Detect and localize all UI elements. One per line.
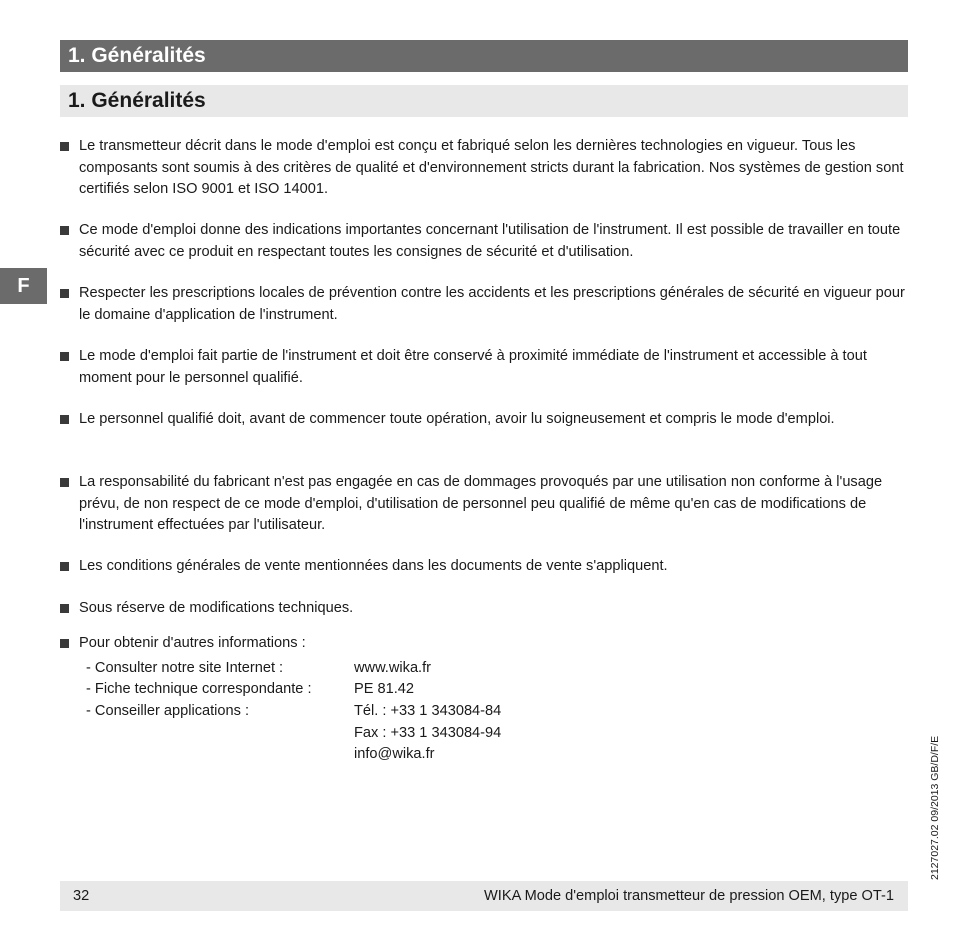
bullet-item bbox=[60, 472, 908, 537]
bullet-square-icon bbox=[60, 142, 69, 151]
bullet-text: Le personnel qualifié doit, avant de commencer toute opération, avoir lu soigneusement et compris le mode d'emploi. bbox=[79, 411, 835, 427]
bullet-square-icon bbox=[60, 289, 69, 298]
bullet-square-icon bbox=[60, 415, 69, 424]
document-code: 2127027.02 09/2013 GB/D/F/E bbox=[929, 735, 941, 880]
bullet-square-icon bbox=[60, 226, 69, 235]
bullet-text: Les conditions générales de vente mentionnées dans les documents de vente s'appliquent. bbox=[79, 558, 668, 574]
language-tab: F bbox=[0, 268, 47, 304]
section-header-light: 1. Généralités bbox=[60, 85, 908, 117]
bullet-square-icon bbox=[60, 478, 69, 487]
bullet-text: Sous réserve de modifications techniques. bbox=[79, 600, 354, 616]
footer-title: WIKA Mode d'emploi transmetteur de pression OEM, type OT-1 bbox=[484, 888, 894, 904]
info-website-link[interactable]: www.wika.fr bbox=[354, 660, 432, 676]
bullet-item bbox=[60, 283, 908, 326]
bullet-square-icon bbox=[60, 562, 69, 571]
bullet-item bbox=[60, 598, 908, 620]
bullet-square-icon bbox=[60, 604, 69, 613]
bullet-item bbox=[60, 136, 908, 201]
footer-bar bbox=[60, 881, 908, 911]
bullet-text: Le mode d'emploi fait partie de l'instrument et doit être conservé à proximité immédiate de l'instrument et accessible à tout moment pour le personnel qualifié. bbox=[79, 348, 867, 386]
bullet-text: Respecter les prescriptions locales de prévention contre les accidents et les prescriptions générales de sécurité en vigueur pour le domaine d'application de l'instrument. bbox=[79, 285, 905, 323]
bullet-square-icon bbox=[60, 352, 69, 361]
info-datasheet-value: PE 81.42 bbox=[354, 681, 415, 697]
info-label-datasheet: - Fiche technique correspondante : bbox=[86, 681, 312, 697]
bullet-text: Le transmetteur décrit dans le mode d'emploi est conçu et fabriqué selon les dernières technologies en vigueur. Tous les composants sont soumis à des critères de qualité et d'environnement stricts durant la fabrication. Nos systèmes de gestion sont certifiés selon ISO 9001 et ISO 14001. bbox=[79, 138, 904, 197]
info-label-advisor: - Conseiller applications : bbox=[86, 703, 250, 719]
bullet-text: Ce mode d'emploi donne des indications importantes concernant l'utilisation de l'instrument. Il est possible de travailler en toute sécurité avec ce produit en respectant toutes les consignes de sécurité et d'utilisation. bbox=[79, 222, 901, 260]
bullet-item bbox=[60, 409, 908, 431]
bullet-text: Pour obtenir d'autres informations : bbox=[79, 635, 306, 651]
info-email-link[interactable]: info@wika.fr bbox=[354, 746, 435, 762]
bullet-item bbox=[60, 556, 908, 578]
bullet-item bbox=[60, 633, 908, 655]
section-header-dark: 1. Généralités bbox=[60, 40, 908, 72]
info-phone-value: Tél. : +33 1 343084-84 bbox=[354, 703, 502, 719]
bullet-text: La responsabilité du fabricant n'est pas engagée en cas de dommages provoqués par une utilisation non conforme à l'usage prévu, de non respect de ce mode d'emploi, d'utilisation de personnel peu qualifié de même qu'en cas de modifications de l'instrument effectuées par l'utilisateur. bbox=[79, 474, 883, 533]
page-number: 32 bbox=[73, 888, 90, 904]
bullet-item bbox=[60, 220, 908, 263]
bullet-item bbox=[60, 346, 908, 389]
bullet-square-icon bbox=[60, 639, 69, 648]
info-label-website: - Consulter notre site Internet : bbox=[86, 660, 284, 676]
info-fax-value: Fax : +33 1 343084-94 bbox=[354, 725, 502, 741]
